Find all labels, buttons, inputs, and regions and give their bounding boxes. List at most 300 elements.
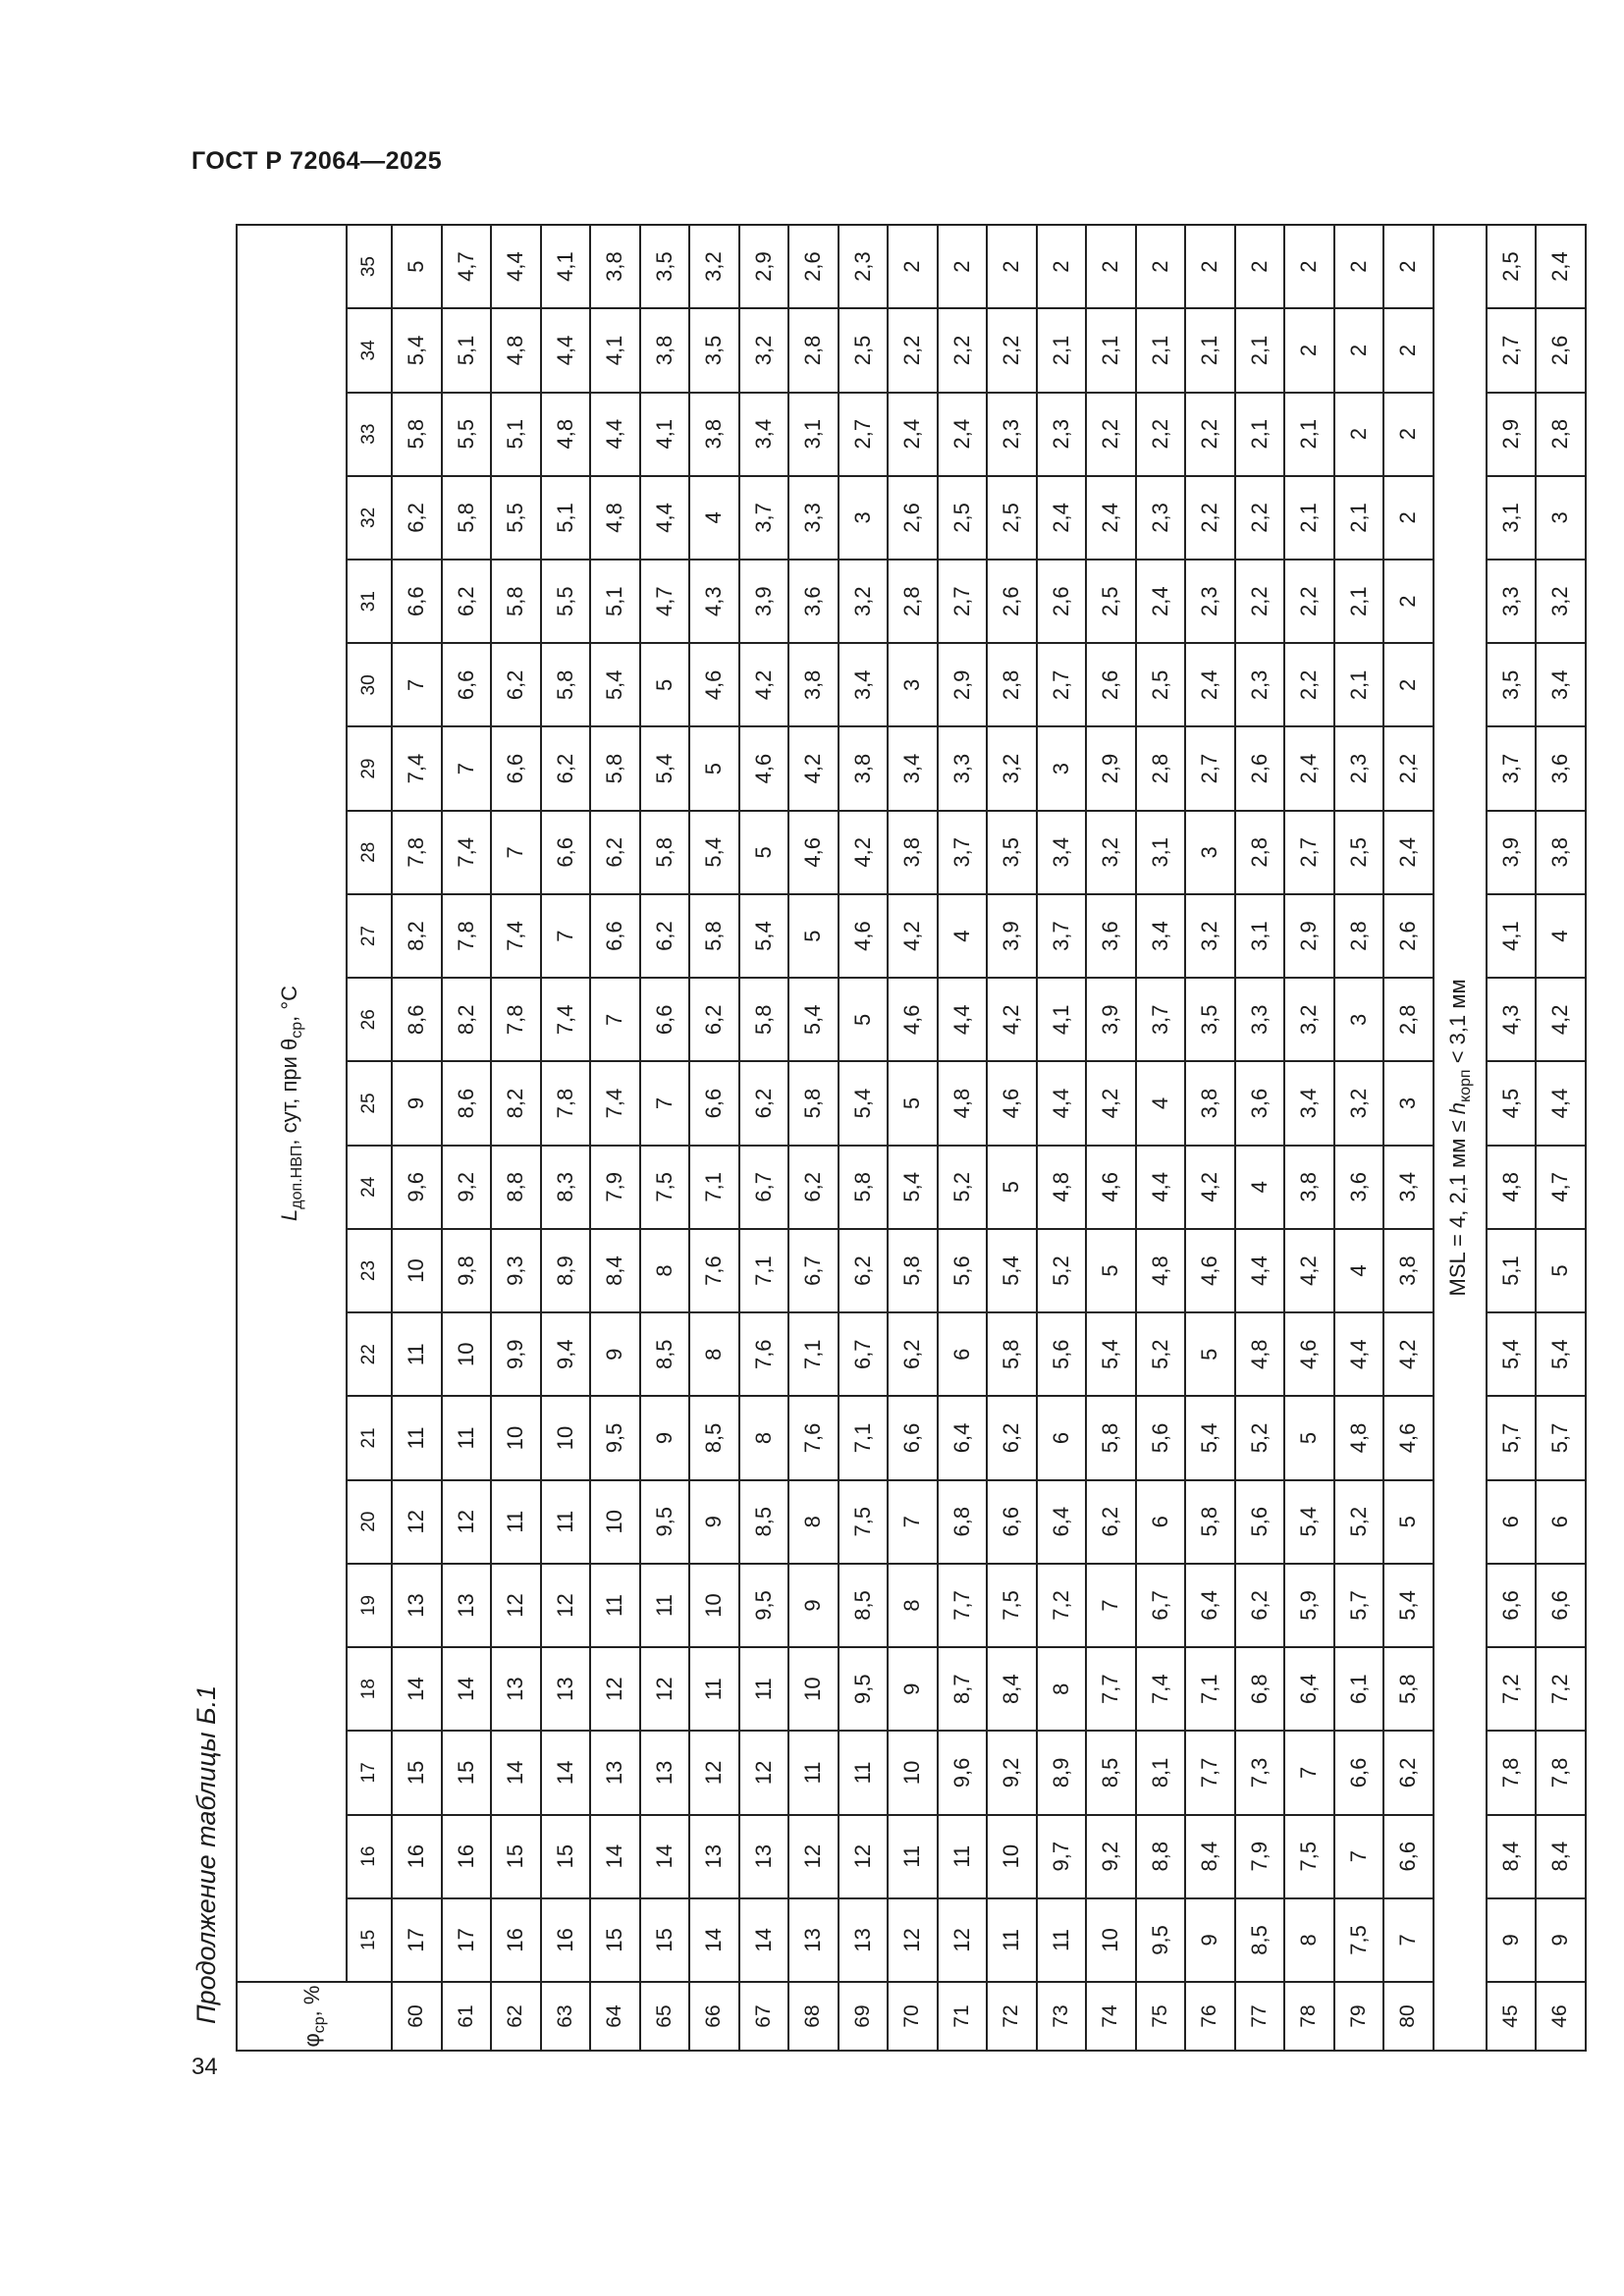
value-cell: 5 [739, 811, 789, 894]
value-cell: 2,2 [938, 308, 988, 392]
value-cell: 2,4 [1136, 560, 1186, 643]
value-cell: 3,8 [788, 643, 839, 726]
value-cell: 3,1 [1235, 894, 1285, 978]
value-cell: 12 [590, 1647, 640, 1731]
value-cell: 2,3 [1037, 393, 1087, 476]
humidity-cell: 74 [1086, 1982, 1136, 2051]
value-cell: 12 [739, 1731, 789, 1814]
value-cell: 4,2 [788, 726, 839, 810]
temperature-header: 26 [347, 978, 392, 1061]
value-cell: 2,1 [1136, 308, 1186, 392]
value-cell: 6 [1487, 1480, 1537, 1564]
value-cell: 6,4 [1037, 1480, 1087, 1564]
humidity-cell: 61 [442, 1982, 492, 2051]
value-cell: 5 [1383, 1480, 1434, 1564]
value-cell: 3,4 [839, 643, 889, 726]
value-cell: 7,5 [1284, 1815, 1334, 1898]
temperature-header: 25 [347, 1061, 392, 1145]
value-cell: 13 [541, 1647, 591, 1731]
value-cell: 10 [987, 1815, 1037, 1898]
value-cell: 4,1 [1037, 978, 1087, 1061]
value-cell: 13 [689, 1815, 739, 1898]
value-cell: 2,7 [839, 393, 889, 476]
value-cell: 15 [392, 1731, 442, 1814]
humidity-cell: 76 [1185, 1982, 1235, 2051]
value-cell: 9,8 [442, 1229, 492, 1312]
value-cell: 2,9 [938, 643, 988, 726]
value-cell: 5,8 [1383, 1647, 1434, 1731]
table-row [1383, 225, 1434, 2051]
value-cell: 2,2 [1086, 393, 1136, 476]
humidity-cell: 64 [590, 1982, 640, 2051]
value-cell: 8,9 [1037, 1731, 1087, 1814]
value-cell: 7,4 [541, 978, 591, 1061]
value-cell: 7 [541, 894, 591, 978]
value-cell: 8,4 [590, 1229, 640, 1312]
value-cell: 5,9 [1284, 1564, 1334, 1647]
value-cell: 4,6 [1185, 1229, 1235, 1312]
value-cell: 2,3 [1235, 643, 1285, 726]
value-cell: 2 [987, 225, 1037, 308]
value-cell: 2,2 [1235, 560, 1285, 643]
value-cell: 4,8 [491, 308, 541, 392]
value-cell: 9 [1487, 1898, 1537, 1982]
value-cell: 12 [491, 1564, 541, 1647]
value-cell: 5,4 [689, 811, 739, 894]
value-cell: 2,3 [987, 393, 1037, 476]
value-cell: 5,8 [541, 643, 591, 726]
value-cell: 3,2 [1284, 978, 1334, 1061]
value-cell: 11 [640, 1564, 690, 1647]
value-cell: 2,8 [1536, 393, 1586, 476]
value-cell: 5,8 [839, 1146, 889, 1229]
value-cell: 2 [1284, 308, 1334, 392]
value-cell: 4 [1136, 1061, 1186, 1145]
value-cell: 17 [442, 1898, 492, 1982]
value-cell: 5,4 [739, 894, 789, 978]
value-cell: 2,2 [1383, 726, 1434, 810]
value-cell: 4,2 [1383, 1312, 1434, 1396]
value-cell: 4,4 [938, 978, 988, 1061]
value-cell: 7 [1383, 1898, 1434, 1982]
msl-section-label: MSL = 4, 2,1 мм ≤ $h_{корп} < 3,1$ мм [1434, 225, 1487, 2051]
value-cell: 4,6 [839, 894, 889, 978]
table-row [739, 225, 789, 2051]
humidity-column-header: $\varphi_{ср}$, % [237, 1982, 392, 2051]
value-cell: 6 [1136, 1480, 1186, 1564]
value-cell: 9,5 [590, 1396, 640, 1479]
value-cell: 3,2 [689, 225, 739, 308]
value-cell: 6,6 [541, 811, 591, 894]
value-cell: 11 [392, 1396, 442, 1479]
value-cell: 5,5 [541, 560, 591, 643]
value-cell: 12 [839, 1815, 889, 1898]
value-cell: 2,8 [1334, 894, 1384, 978]
value-cell: 3,6 [1334, 1146, 1384, 1229]
value-cell: 12 [392, 1480, 442, 1564]
value-cell: 4 [689, 476, 739, 560]
table-row [1284, 225, 1334, 2051]
value-cell: 2,9 [1086, 726, 1136, 810]
temperature-header: 27 [347, 894, 392, 978]
value-cell: 8,5 [1086, 1731, 1136, 1814]
value-cell: 6,6 [987, 1480, 1037, 1564]
value-cell: 8,8 [491, 1146, 541, 1229]
value-cell: 4,2 [1185, 1146, 1235, 1229]
value-cell: 8,5 [839, 1564, 889, 1647]
value-cell: 5,4 [987, 1229, 1037, 1312]
value-cell: 4,8 [1334, 1396, 1384, 1479]
temperature-header: 32 [347, 476, 392, 560]
value-cell: 6,2 [392, 476, 442, 560]
value-cell: 7,7 [938, 1564, 988, 1647]
value-cell: 8 [888, 1564, 938, 1647]
value-cell: 11 [839, 1731, 889, 1814]
value-cell: 6,6 [640, 978, 690, 1061]
value-cell: 4,2 [839, 811, 889, 894]
value-cell: 6,6 [888, 1396, 938, 1479]
value-cell: 6,6 [689, 1061, 739, 1145]
value-cell: 3,8 [1284, 1146, 1334, 1229]
value-cell: 5 [1185, 1312, 1235, 1396]
value-cell: 9,9 [491, 1312, 541, 1396]
value-cell: 2,3 [1334, 726, 1384, 810]
value-cell: 12 [442, 1480, 492, 1564]
value-cell: 3,5 [987, 811, 1037, 894]
value-cell: 6,2 [987, 1396, 1037, 1479]
value-cell: 14 [442, 1647, 492, 1731]
value-cell: 2 [1086, 225, 1136, 308]
value-cell: 6,6 [590, 894, 640, 978]
value-cell: 2,4 [1284, 726, 1334, 810]
value-cell: 4 [1536, 894, 1586, 978]
value-cell: 3,3 [1487, 560, 1537, 643]
value-cell: 8,3 [541, 1146, 591, 1229]
value-cell: 3 [1383, 1061, 1434, 1145]
value-cell: 3,9 [987, 894, 1037, 978]
value-cell: 6,4 [1185, 1564, 1235, 1647]
humidity-cell: 46 [1536, 1982, 1586, 2051]
value-cell: 2,7 [1185, 726, 1235, 810]
temperature-header: 33 [347, 393, 392, 476]
value-cell: 3,5 [640, 225, 690, 308]
value-cell: 2,1 [1334, 476, 1384, 560]
value-cell: 3 [888, 643, 938, 726]
value-cell: 7,9 [1235, 1815, 1285, 1898]
value-cell: 3,2 [1334, 1061, 1384, 1145]
table-row [1185, 225, 1235, 2051]
value-cell: 11 [788, 1731, 839, 1814]
value-cell: 6,2 [640, 894, 690, 978]
value-cell: 5,1 [491, 393, 541, 476]
humidity-cell: 79 [1334, 1982, 1384, 2051]
value-cell: 6,7 [839, 1312, 889, 1396]
value-cell: 13 [491, 1647, 541, 1731]
value-cell: 7 [888, 1480, 938, 1564]
value-cell: 6,2 [739, 1061, 789, 1145]
humidity-cell: 63 [541, 1982, 591, 2051]
value-cell: 6,2 [888, 1312, 938, 1396]
value-cell: 6,7 [788, 1229, 839, 1312]
value-cell: 2 [1383, 476, 1434, 560]
value-cell: 3,7 [1136, 978, 1186, 1061]
value-cell: 15 [541, 1815, 591, 1898]
value-cell: 2,8 [1235, 811, 1285, 894]
value-cell: 5 [888, 1061, 938, 1145]
value-cell: 5,4 [888, 1146, 938, 1229]
value-cell: 4,8 [1136, 1229, 1186, 1312]
temperature-header: 23 [347, 1229, 392, 1312]
value-cell: 4,4 [1536, 1061, 1586, 1145]
value-cell: 6,6 [1487, 1564, 1537, 1647]
value-cell: 3,2 [739, 308, 789, 392]
value-cell: 2,6 [987, 560, 1037, 643]
value-cell: 5,4 [392, 308, 442, 392]
value-cell: 14 [392, 1647, 442, 1731]
humidity-cell: 62 [491, 1982, 541, 2051]
table-row [392, 225, 442, 2051]
value-cell: 7,1 [788, 1312, 839, 1396]
value-cell: 2,2 [1185, 393, 1235, 476]
value-cell: 7,2 [1487, 1647, 1537, 1731]
value-cell: 4,4 [491, 225, 541, 308]
value-cell: 5,6 [938, 1229, 988, 1312]
value-cell: 2,6 [1383, 894, 1434, 978]
value-cell: 8,5 [739, 1480, 789, 1564]
value-cell: 9 [392, 1061, 442, 1145]
humidity-cell: 65 [640, 1982, 690, 2051]
value-cell: 2,4 [888, 393, 938, 476]
value-cell: 3,2 [839, 560, 889, 643]
value-cell: 9,5 [640, 1480, 690, 1564]
value-cell: 11 [590, 1564, 640, 1647]
value-cell: 4,7 [640, 560, 690, 643]
value-cell: 2,7 [1487, 308, 1537, 392]
value-cell: 6 [1037, 1396, 1087, 1479]
value-cell: 5,4 [1086, 1312, 1136, 1396]
value-cell: 6,2 [788, 1146, 839, 1229]
value-cell: 2,7 [938, 560, 988, 643]
value-cell: 7 [1334, 1815, 1384, 1898]
value-cell: 9 [1185, 1898, 1235, 1982]
value-cell: 5,8 [888, 1229, 938, 1312]
value-cell: 7,4 [590, 1061, 640, 1145]
value-cell: 14 [541, 1731, 591, 1814]
value-cell: 10 [1086, 1898, 1136, 1982]
value-cell: 4,4 [1235, 1229, 1285, 1312]
document-title: ГОСТ Р 72064—2025 [191, 147, 443, 175]
value-cell: 7,1 [839, 1396, 889, 1479]
value-cell: 2,3 [1136, 476, 1186, 560]
temperature-header: 34 [347, 308, 392, 392]
value-cell: 11 [491, 1480, 541, 1564]
value-cell: 7,1 [689, 1146, 739, 1229]
table-row [1487, 225, 1537, 2051]
humidity-cell: 75 [1136, 1982, 1186, 2051]
temperature-header: 35 [347, 225, 392, 308]
value-cell: 10 [788, 1647, 839, 1731]
value-cell: 5 [839, 978, 889, 1061]
value-cell: 5,2 [938, 1146, 988, 1229]
value-cell: 3,9 [739, 560, 789, 643]
value-cell: 7,6 [788, 1396, 839, 1479]
value-cell: 3,6 [1536, 726, 1586, 810]
value-cell: 8 [739, 1396, 789, 1479]
table-row [839, 225, 889, 2051]
value-cell: 6,2 [689, 978, 739, 1061]
value-cell: 4,8 [541, 393, 591, 476]
value-cell: 6,2 [590, 811, 640, 894]
value-cell: 7,8 [392, 811, 442, 894]
value-cell: 9 [590, 1312, 640, 1396]
value-cell: 7 [392, 643, 442, 726]
temperature-header: 24 [347, 1146, 392, 1229]
humidity-cell: 66 [689, 1982, 739, 2051]
value-cell: 5,4 [1536, 1312, 1586, 1396]
value-cell: 5,4 [788, 978, 839, 1061]
value-cell: 2 [1383, 308, 1434, 392]
value-cell: 2,2 [1235, 476, 1285, 560]
value-cell: 12 [640, 1647, 690, 1731]
value-cell: 2,5 [839, 308, 889, 392]
value-cell: 4,2 [1086, 1061, 1136, 1145]
value-cell: 6,1 [1334, 1647, 1384, 1731]
value-cell: 4,8 [1487, 1146, 1537, 1229]
value-cell: 11 [392, 1312, 442, 1396]
value-cell: 2 [888, 225, 938, 308]
value-cell: 9,4 [541, 1312, 591, 1396]
value-cell: 7,5 [987, 1564, 1037, 1647]
table-row [1037, 225, 1087, 2051]
value-cell: 4,3 [1487, 978, 1537, 1061]
value-cell: 2,8 [788, 308, 839, 392]
value-cell: 8 [788, 1480, 839, 1564]
value-cell: 3 [1334, 978, 1384, 1061]
temperature-header: 17 [347, 1731, 392, 1814]
value-cell: 3,1 [1487, 476, 1537, 560]
value-cell: 3,6 [1235, 1061, 1285, 1145]
value-cell: 10 [442, 1312, 492, 1396]
value-cell: 7 [590, 978, 640, 1061]
value-cell: 7,1 [1185, 1647, 1235, 1731]
value-cell: 2,4 [1037, 476, 1087, 560]
value-cell: 3,4 [1284, 1061, 1334, 1145]
value-cell: 2,4 [1185, 643, 1235, 726]
value-cell: 2 [1037, 225, 1087, 308]
value-cell: 5,1 [1487, 1229, 1537, 1312]
table-row [442, 225, 492, 2051]
value-cell: 7 [491, 811, 541, 894]
value-cell: 13 [640, 1731, 690, 1814]
value-cell: 5,1 [442, 308, 492, 392]
value-cell: 2,9 [1487, 393, 1537, 476]
value-cell: 8,2 [442, 978, 492, 1061]
value-cell: 8,6 [392, 978, 442, 1061]
value-cell: 2 [1235, 225, 1285, 308]
humidity-cell: 70 [888, 1982, 938, 2051]
value-cell: 3 [1037, 726, 1087, 810]
value-cell: 3,2 [1536, 560, 1586, 643]
value-cell: 5,2 [1334, 1480, 1384, 1564]
value-cell: 3,2 [1086, 811, 1136, 894]
value-cell: 4,6 [1383, 1396, 1434, 1479]
value-cell: 8,2 [392, 894, 442, 978]
value-cell: 5 [640, 643, 690, 726]
value-cell: 5,4 [1284, 1480, 1334, 1564]
humidity-cell: 68 [788, 1982, 839, 2051]
value-cell: 5,2 [1136, 1312, 1186, 1396]
value-cell: 2,3 [839, 225, 889, 308]
value-cell: 6,8 [1235, 1647, 1285, 1731]
value-cell: 6 [1536, 1480, 1586, 1564]
value-cell: 13 [392, 1564, 442, 1647]
value-cell: 3,8 [888, 811, 938, 894]
temperature-header: 15 [347, 1898, 392, 1982]
value-cell: 2,7 [1037, 643, 1087, 726]
value-cell: 4,2 [1536, 978, 1586, 1061]
value-cell: 3,8 [1536, 811, 1586, 894]
table-row [788, 225, 839, 2051]
temperature-header: 28 [347, 811, 392, 894]
table-row [541, 225, 591, 2051]
value-cell: 9,2 [987, 1731, 1037, 1814]
value-cell: 6,7 [1136, 1564, 1186, 1647]
value-cell: 8,4 [987, 1647, 1037, 1731]
humidity-cell: 45 [1487, 1982, 1537, 2051]
value-cell: 5 [788, 894, 839, 978]
value-cell: 2,8 [987, 643, 1037, 726]
value-cell: 11 [442, 1396, 492, 1479]
value-cell: 7,3 [1235, 1731, 1285, 1814]
value-cell: 3,4 [888, 726, 938, 810]
value-cell: 2 [938, 225, 988, 308]
value-cell: 4,2 [1284, 1229, 1334, 1312]
value-cell: 11 [888, 1815, 938, 1898]
value-cell: 3,2 [1185, 894, 1235, 978]
value-cell: 8,2 [491, 1061, 541, 1145]
value-cell: 5,8 [1086, 1396, 1136, 1479]
value-cell: 7 [442, 726, 492, 810]
value-cell: 2,2 [888, 308, 938, 392]
table-row [640, 225, 690, 2051]
table-row [1235, 225, 1285, 2051]
value-cell: 14 [739, 1898, 789, 1982]
value-cell: 5,8 [392, 393, 442, 476]
value-cell: 12 [541, 1564, 591, 1647]
value-cell: 3,7 [739, 476, 789, 560]
value-cell: 4,8 [1235, 1312, 1285, 1396]
table-caption: Продолжение таблицы Б.1 [191, 1684, 221, 2024]
temperature-header: 21 [347, 1396, 392, 1479]
value-cell: 9,7 [1037, 1815, 1087, 1898]
value-cell: 6,2 [1086, 1480, 1136, 1564]
temperature-header: 30 [347, 643, 392, 726]
temperature-header: 18 [347, 1647, 392, 1731]
value-cell: 5,7 [1536, 1396, 1586, 1479]
value-cell: 7 [1284, 1731, 1334, 1814]
table-row [1086, 225, 1136, 2051]
value-cell: 9 [788, 1564, 839, 1647]
table-header-row [237, 225, 347, 2051]
value-cell: 5 [1536, 1229, 1586, 1312]
value-cell: 2 [1334, 225, 1384, 308]
value-cell: 6,8 [938, 1480, 988, 1564]
value-cell: 17 [392, 1898, 442, 1982]
value-cell: 3,8 [1383, 1229, 1434, 1312]
value-cell: 9 [689, 1480, 739, 1564]
value-cell: 3,6 [788, 560, 839, 643]
value-cell: 2,2 [1136, 393, 1186, 476]
